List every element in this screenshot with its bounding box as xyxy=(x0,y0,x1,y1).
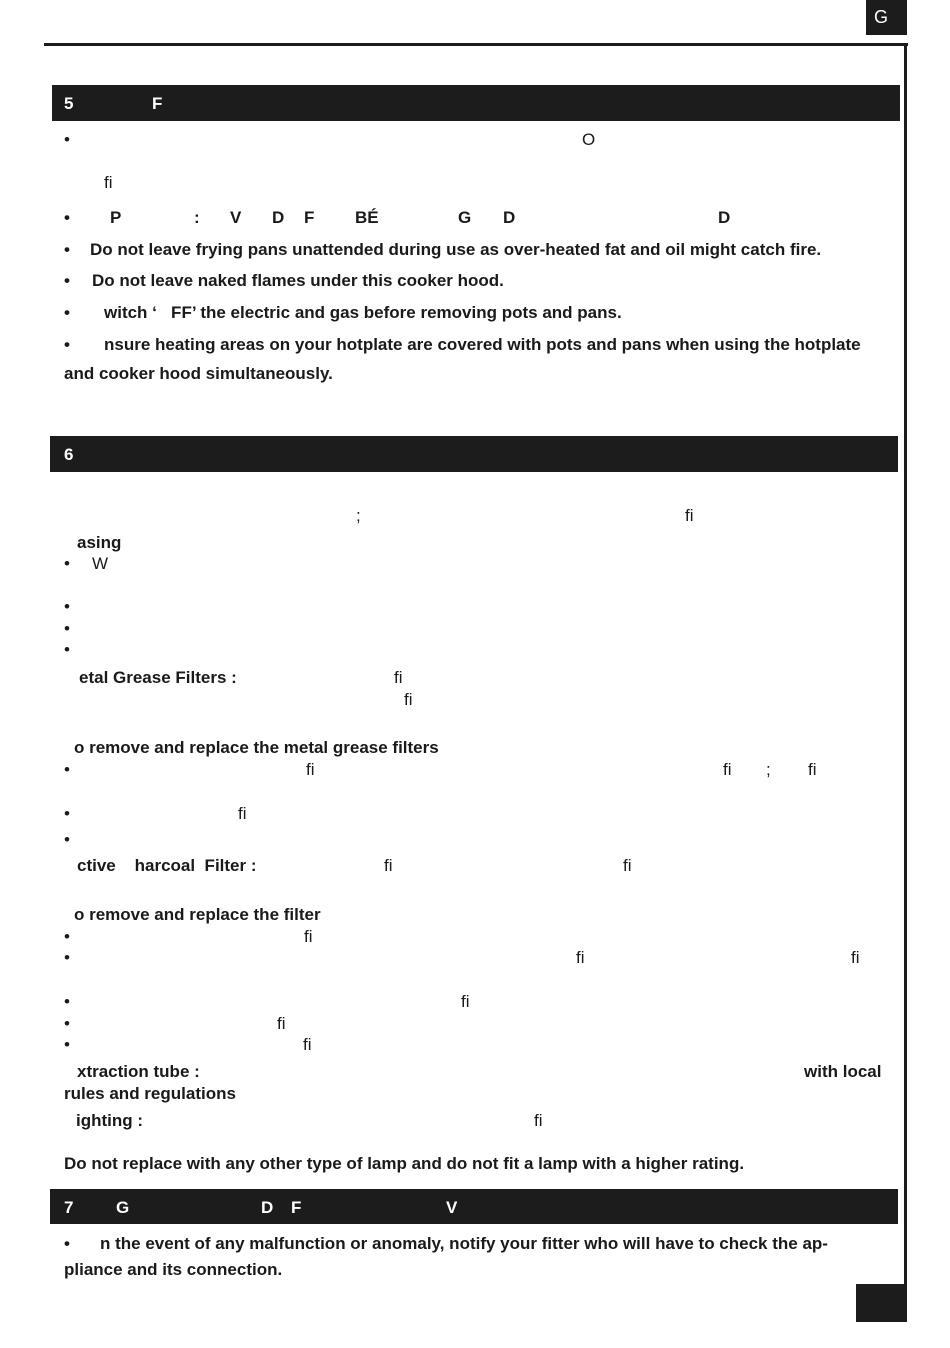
bullet: • xyxy=(64,640,70,659)
lamp-warning: Do not replace with any other type of lamp and do not fit a lamp with a higher rating. xyxy=(64,1154,745,1173)
text-fragment: V xyxy=(446,1198,458,1217)
warning-text: and cooker hood simultaneously. xyxy=(64,364,333,383)
bullet: • xyxy=(64,271,70,290)
text-fragment: fi xyxy=(723,760,732,779)
bullet: • xyxy=(64,992,70,1011)
bullet: • xyxy=(64,1035,70,1054)
text-fragment: BÉ xyxy=(355,208,379,227)
text-fragment: fi xyxy=(534,1111,543,1130)
text-fragment: fi xyxy=(461,992,470,1011)
subheading: asing xyxy=(77,533,122,552)
warning-text: witch ‘ FF’ the electric and gas before removing pots and pans. xyxy=(104,303,622,322)
text-fragment: rules and regulations xyxy=(64,1084,236,1103)
text-fragment: fi xyxy=(576,948,585,967)
text-fragment: with local xyxy=(804,1062,882,1081)
bullet: • xyxy=(64,208,70,227)
text-fragment: fi xyxy=(808,760,817,779)
right-rule xyxy=(904,43,907,1322)
malfunction-text: n the event of any malfunction or anomaly, notify your fitter who will have to check the ap- xyxy=(100,1234,828,1253)
section-7-number: 7 xyxy=(64,1198,74,1217)
text-fragment: D xyxy=(503,208,516,227)
text-fragment: O xyxy=(582,130,596,149)
text-fragment: fi xyxy=(851,948,860,967)
bullet: • xyxy=(64,335,70,354)
text-fragment: G xyxy=(458,208,472,227)
text-fragment: ; xyxy=(356,506,361,525)
page-number-box xyxy=(856,1284,907,1322)
bullet: • xyxy=(64,948,70,967)
text-fragment: fi xyxy=(384,856,393,875)
text-fragment: fi xyxy=(685,506,694,525)
text-fragment: fi xyxy=(303,1035,312,1054)
section-7-header xyxy=(50,1189,898,1224)
bullet: • xyxy=(64,240,70,259)
section-6-header xyxy=(50,436,898,472)
section-6-number: 6 xyxy=(64,445,74,464)
text-fragment: W xyxy=(92,554,109,573)
text-fragment: D xyxy=(272,208,285,227)
charcoal-filter-label: ctive harcoal Filter : xyxy=(77,856,257,875)
bullet: • xyxy=(64,1014,70,1033)
text-fragment: V xyxy=(230,208,242,227)
bullet: • xyxy=(64,760,70,779)
bullet: • xyxy=(64,303,70,322)
warning-text: Do not leave naked flames under this cooker hood. xyxy=(92,271,504,290)
extraction-tube-label: xtraction tube : xyxy=(77,1062,200,1081)
warning-text: Do not leave frying pans unattended during use as over-heated fat and oil might catch fire. xyxy=(90,240,822,259)
lighting-label: ighting : xyxy=(76,1111,144,1130)
bullet: • xyxy=(64,1234,70,1253)
text-fragment: fi xyxy=(277,1014,286,1033)
bullet: • xyxy=(64,130,70,149)
text-fragment: fi xyxy=(394,668,403,687)
text-fragment: fi xyxy=(306,760,315,779)
language-tab-letter: G xyxy=(874,7,889,27)
text-fragment: : xyxy=(194,208,200,227)
text-fragment: fi xyxy=(623,856,632,875)
text-fragment: ; xyxy=(766,760,771,779)
bullet: • xyxy=(64,804,70,823)
bullet: • xyxy=(64,554,70,573)
bullet: • xyxy=(64,619,70,638)
warning-text: nsure heating areas on your hotplate are covered with pots and pans when using the hotplate xyxy=(104,335,861,354)
text-fragment: P xyxy=(110,208,122,227)
metal-filters-label: etal Grease Filters : xyxy=(79,668,237,687)
text-fragment: fi xyxy=(238,804,247,823)
text-fragment: D xyxy=(718,208,731,227)
section-5-header xyxy=(52,85,900,121)
text-fragment: F xyxy=(304,208,315,227)
language-tab xyxy=(866,0,907,35)
text-fragment: G xyxy=(116,1198,130,1217)
top-rule xyxy=(44,43,908,46)
text-fragment: fi xyxy=(404,690,413,709)
text-fragment: fi xyxy=(304,927,313,946)
text-fragment: D xyxy=(261,1198,274,1217)
section-5-title: F xyxy=(152,94,163,113)
subheading: o remove and replace the filter xyxy=(74,905,321,924)
text-fragment: F xyxy=(291,1198,302,1217)
bullet: • xyxy=(64,597,70,616)
bullet: • xyxy=(64,830,70,849)
subheading: o remove and replace the metal grease filters xyxy=(74,738,439,757)
text-fragment: fi xyxy=(104,173,113,192)
malfunction-text: pliance and its connection. xyxy=(64,1260,283,1279)
section-5-number: 5 xyxy=(64,94,74,113)
bullet: • xyxy=(64,927,70,946)
